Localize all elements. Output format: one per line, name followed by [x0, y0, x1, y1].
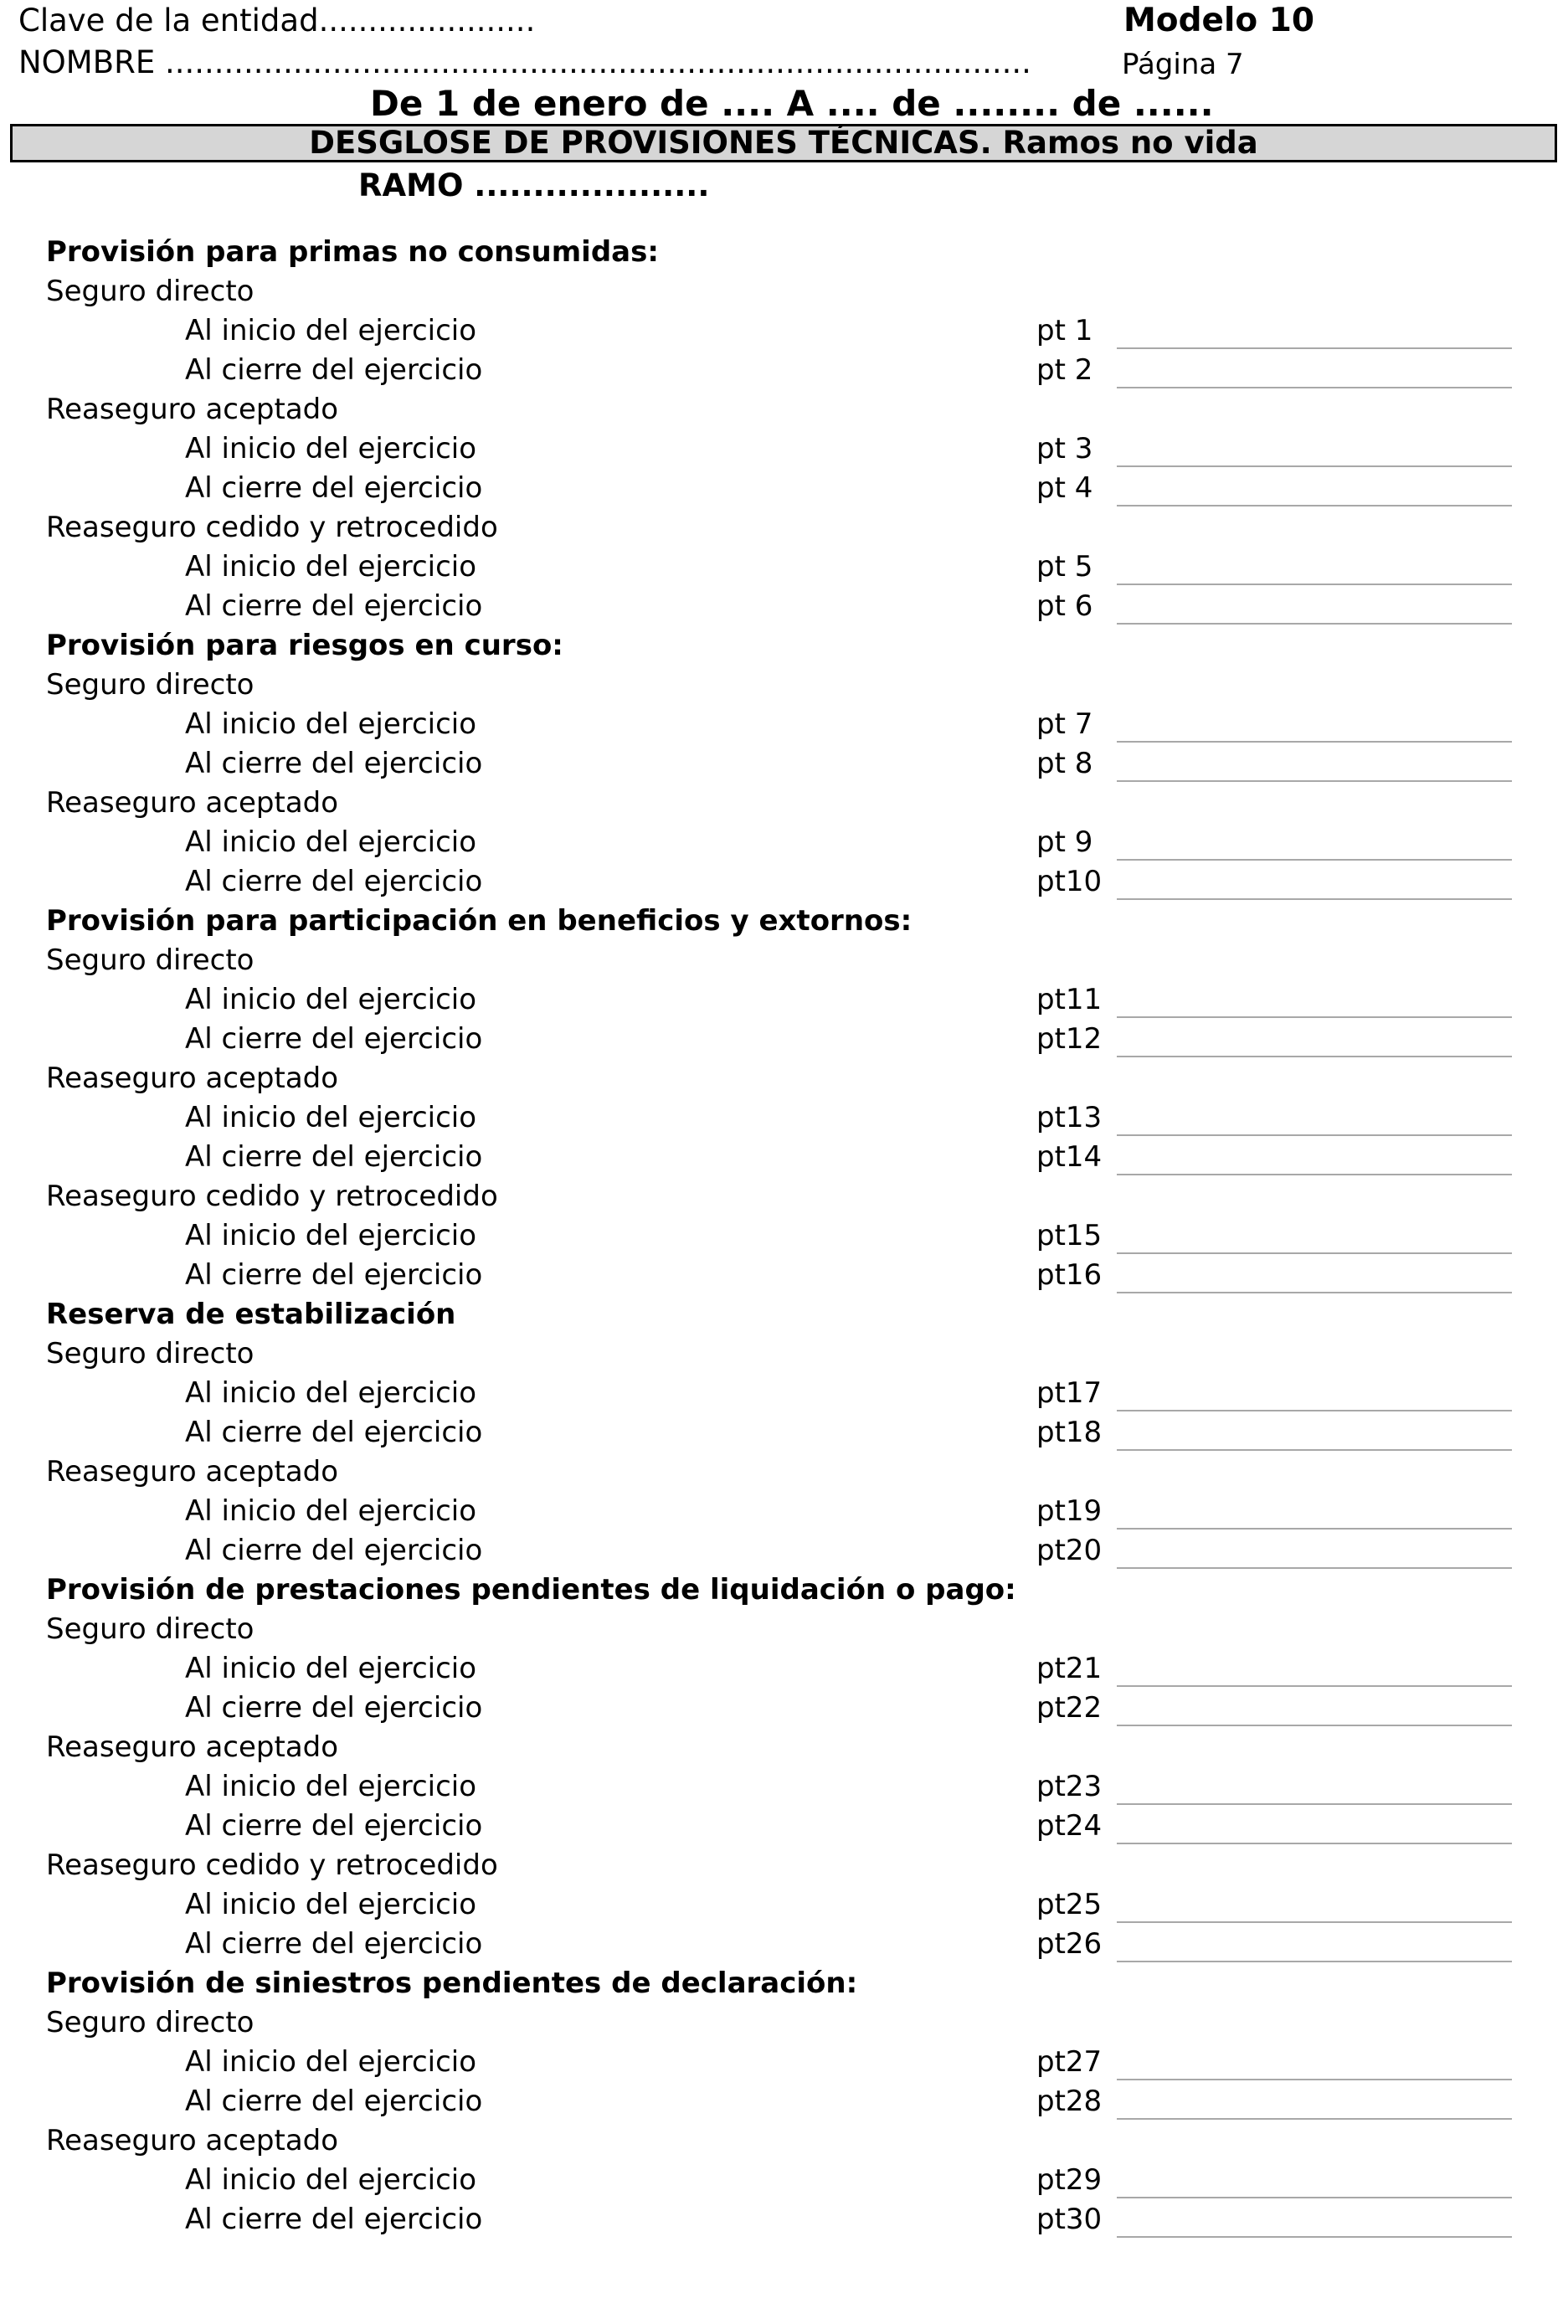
item-code: pt14 [1036, 1140, 1103, 1174]
item-code: pt13 [1036, 1101, 1103, 1134]
line-item-label: Al cierre del ejercicio [185, 865, 483, 898]
line-item-label: Al cierre del ejercicio [185, 1534, 483, 1567]
line-item [0, 980, 1568, 1020]
line-item-label: Al inicio del ejercicio [185, 1652, 477, 1685]
line-item [0, 1020, 1568, 1059]
item-code: pt21 [1036, 1652, 1103, 1685]
line-item-label: Al cierre del ejercicio [185, 2203, 483, 2236]
amount-field[interactable] [1117, 1224, 1512, 1254]
amount-field[interactable] [1117, 712, 1512, 743]
subsection-title: Seguro directo [46, 2006, 254, 2039]
amount-field[interactable] [1117, 555, 1512, 585]
subsection-title: Reaseguro aceptado [46, 786, 339, 820]
subsection-title: Reaseguro aceptado [46, 1062, 339, 1095]
subsection-title: Reaseguro cedido y retrocedido [46, 1848, 498, 1882]
line-item [0, 1767, 1568, 1807]
subsection-title: Seguro directo [46, 1337, 254, 1370]
line-item [0, 1925, 1568, 1964]
amount-field[interactable] [1117, 594, 1512, 625]
line-item-label: Al inicio del ejercicio [185, 1494, 477, 1528]
item-code: pt25 [1036, 1888, 1103, 1921]
section-title: Provisión de siniestros pendientes de declaración: [46, 1967, 858, 2000]
subsection-label [0, 1846, 1568, 1885]
line-item [0, 311, 1568, 351]
line-item-label: Al cierre del ejercicio [185, 1416, 483, 1449]
section-heading [0, 233, 1568, 272]
amount-field[interactable] [1117, 1145, 1512, 1175]
line-item-label: Al inicio del ejercicio [185, 314, 477, 347]
period-line: De 1 de enero de .... A .... de ........ de ...... [370, 83, 1214, 124]
line-item-label: Al cierre del ejercicio [185, 1691, 483, 1725]
model-number: Modelo 10 [1123, 2, 1314, 39]
subsection-label [0, 2121, 1568, 2161]
line-item [0, 1885, 1568, 1925]
amount-field[interactable] [1117, 1027, 1512, 1057]
line-item-label: Al inicio del ejercicio [185, 983, 477, 1016]
subsection-label [0, 390, 1568, 429]
line-item [0, 705, 1568, 744]
line-item [0, 2043, 1568, 2082]
line-item-label: Al inicio del ejercicio [185, 2163, 477, 2197]
subsection-label [0, 1610, 1568, 1649]
section-title: Provisión para riesgos en curso: [46, 629, 563, 662]
line-item-label: Al cierre del ejercicio [185, 1258, 483, 1292]
line-item [0, 862, 1568, 902]
line-item [0, 1689, 1568, 1728]
item-code: pt 1 [1036, 314, 1093, 347]
item-code: pt11 [1036, 983, 1103, 1016]
line-item [0, 469, 1568, 508]
amount-field[interactable] [1117, 752, 1512, 782]
line-item [0, 1374, 1568, 1413]
line-item [0, 1216, 1568, 1256]
subsection-label [0, 1177, 1568, 1216]
amount-field[interactable] [1117, 1775, 1512, 1805]
subsection-label [0, 508, 1568, 548]
item-code: pt16 [1036, 1258, 1103, 1292]
line-item [0, 1413, 1568, 1452]
subsection-label [0, 1452, 1568, 1492]
line-item [0, 1492, 1568, 1531]
amount-field[interactable] [1117, 1657, 1512, 1687]
item-code: pt22 [1036, 1691, 1103, 1725]
amount-field[interactable] [1117, 2050, 1512, 2080]
line-item [0, 429, 1568, 469]
item-code: pt 5 [1036, 550, 1093, 584]
amount-field[interactable] [1117, 1893, 1512, 1923]
item-code: pt17 [1036, 1376, 1103, 1410]
line-item-label: Al cierre del ejercicio [185, 353, 483, 387]
section-heading [0, 626, 1568, 666]
line-item-label: Al inicio del ejercicio [185, 1219, 477, 1252]
amount-field[interactable] [1117, 2168, 1512, 2198]
item-code: pt 3 [1036, 432, 1093, 465]
line-item [0, 1138, 1568, 1177]
form-title-banner: DESGLOSE DE PROVISIONES TÉCNICAS. Ramos no vida [10, 124, 1557, 162]
subsection-label [0, 666, 1568, 705]
item-code: pt10 [1036, 865, 1103, 898]
section-title: Reserva de estabilización [46, 1298, 456, 1331]
amount-field[interactable] [1117, 1381, 1512, 1411]
subsection-label [0, 1728, 1568, 1767]
line-item [0, 1531, 1568, 1571]
item-code: pt30 [1036, 2203, 1103, 2236]
amount-field[interactable] [1117, 1932, 1512, 1962]
item-code: pt 9 [1036, 825, 1093, 859]
line-item-label: Al cierre del ejercicio [185, 2085, 483, 2118]
item-code: pt19 [1036, 1494, 1103, 1528]
provisions-list [0, 233, 1568, 2239]
subsection-title: Reaseguro aceptado [46, 2124, 339, 2157]
line-item-label: Al inicio del ejercicio [185, 1376, 477, 1410]
item-code: pt18 [1036, 1416, 1103, 1449]
amount-field[interactable] [1117, 1539, 1512, 1569]
line-item-label: Al inicio del ejercicio [185, 825, 477, 859]
item-code: pt 6 [1036, 589, 1093, 623]
line-item [0, 2161, 1568, 2200]
item-code: pt 4 [1036, 471, 1093, 505]
section-heading [0, 1571, 1568, 1610]
amount-field[interactable] [1117, 830, 1512, 861]
subsection-title: Seguro directo [46, 668, 254, 702]
subsection-title: Reaseguro aceptado [46, 1730, 339, 1764]
line-item-label: Al cierre del ejercicio [185, 589, 483, 623]
amount-field[interactable] [1117, 1106, 1512, 1136]
item-code: pt12 [1036, 1022, 1103, 1056]
section-heading [0, 1964, 1568, 2003]
line-item [0, 548, 1568, 587]
line-item-label: Al cierre del ejercicio [185, 747, 483, 780]
line-item [0, 2082, 1568, 2121]
subsection-label [0, 784, 1568, 823]
amount-field[interactable] [1117, 1696, 1512, 1726]
line-item [0, 1649, 1568, 1689]
subsection-title: Seguro directo [46, 943, 254, 977]
line-item [0, 1098, 1568, 1138]
item-code: pt20 [1036, 1534, 1103, 1567]
item-code: pt24 [1036, 1809, 1103, 1843]
entity-name-label: NOMBRE ........................................................................................ [18, 44, 1031, 80]
item-code: pt28 [1036, 2085, 1103, 2118]
line-item-label: Al inicio del ejercicio [185, 707, 477, 741]
amount-field[interactable] [1117, 1499, 1512, 1530]
section-heading [0, 1295, 1568, 1334]
amount-field[interactable] [1117, 988, 1512, 1018]
subsection-label [0, 272, 1568, 311]
item-code: pt27 [1036, 2045, 1103, 2079]
line-item [0, 823, 1568, 862]
amount-field[interactable] [1117, 870, 1512, 900]
section-heading [0, 902, 1568, 941]
page-number: Página 7 [1122, 48, 1244, 81]
item-code: pt26 [1036, 1927, 1103, 1961]
section-title: Provisión para participación en beneficios y extornos: [46, 904, 913, 938]
line-item [0, 351, 1568, 390]
amount-field[interactable] [1117, 476, 1512, 506]
line-item-label: Al inicio del ejercicio [185, 550, 477, 584]
subsection-title: Seguro directo [46, 1612, 254, 1646]
amount-field[interactable] [1117, 1421, 1512, 1451]
line-item [0, 1256, 1568, 1295]
entity-key-label: Clave de la entidad...................... [18, 3, 536, 39]
line-item [0, 744, 1568, 784]
subsection-label [0, 2003, 1568, 2043]
line-item-label: Al inicio del ejercicio [185, 432, 477, 465]
line-item [0, 587, 1568, 626]
amount-field[interactable] [1117, 2208, 1512, 2238]
item-code: pt 8 [1036, 747, 1093, 780]
subsection-title: Seguro directo [46, 275, 254, 308]
amount-field[interactable] [1117, 1263, 1512, 1293]
subsection-label [0, 941, 1568, 980]
line-item [0, 2200, 1568, 2239]
subsection-title: Reaseguro aceptado [46, 1455, 339, 1488]
line-item-label: Al cierre del ejercicio [185, 1140, 483, 1174]
subsection-title: Reaseguro cedido y retrocedido [46, 511, 498, 544]
line-item-label: Al cierre del ejercicio [185, 1927, 483, 1961]
line-item-label: Al inicio del ejercicio [185, 2045, 477, 2079]
branch-label: RAMO .................... [358, 167, 710, 203]
subsection-label [0, 1334, 1568, 1374]
line-item-label: Al cierre del ejercicio [185, 1809, 483, 1843]
subsection-title: Reaseguro cedido y retrocedido [46, 1180, 498, 1213]
amount-field[interactable] [1117, 1814, 1512, 1844]
line-item-label: Al cierre del ejercicio [185, 1022, 483, 1056]
amount-field[interactable] [1117, 358, 1512, 388]
subsection-title: Reaseguro aceptado [46, 393, 339, 426]
subsection-label [0, 1059, 1568, 1098]
item-code: pt 7 [1036, 707, 1093, 741]
line-item-label: Al inicio del ejercicio [185, 1770, 477, 1803]
item-code: pt23 [1036, 1770, 1103, 1803]
line-item [0, 1807, 1568, 1846]
amount-field[interactable] [1117, 319, 1512, 349]
line-item-label: Al cierre del ejercicio [185, 471, 483, 505]
section-title: Provisión de prestaciones pendientes de liquidación o pago: [46, 1573, 1016, 1607]
amount-field[interactable] [1117, 437, 1512, 467]
amount-field[interactable] [1117, 2090, 1512, 2120]
line-item-label: Al inicio del ejercicio [185, 1888, 477, 1921]
section-title: Provisión para primas no consumidas: [46, 235, 659, 269]
item-code: pt15 [1036, 1219, 1103, 1252]
line-item-label: Al inicio del ejercicio [185, 1101, 477, 1134]
item-code: pt29 [1036, 2163, 1103, 2197]
item-code: pt 2 [1036, 353, 1093, 387]
